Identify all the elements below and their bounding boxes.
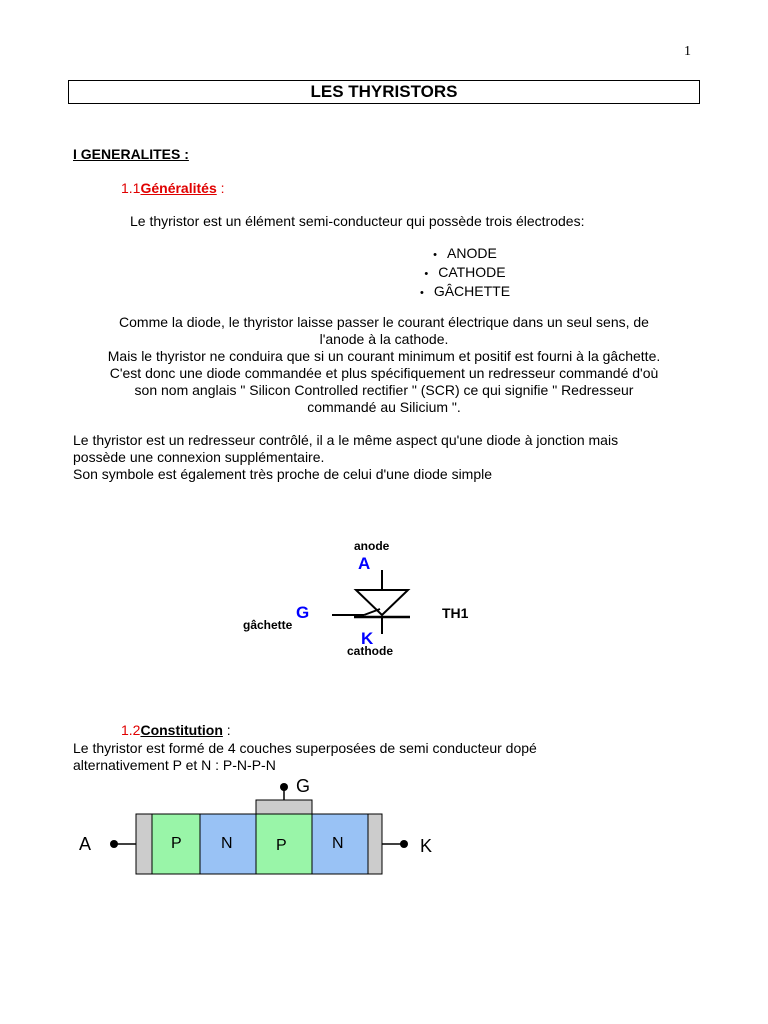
list-item: • GÂCHETTE (400, 283, 530, 302)
cathode-label: cathode (347, 644, 394, 658)
subheading-number: 1.1 (121, 180, 141, 196)
paragraph-line: Le thyristor est un redresseur contrôlé, il a le même aspect qu'une diode à jonction mais (73, 432, 619, 448)
thyristor-symbol-diagram (230, 530, 510, 665)
cathode-terminal-label: K (420, 836, 433, 856)
paragraph-line: possède une connexion supplémentaire. (73, 449, 325, 465)
section-heading-generalites: I GENERALITES : (73, 146, 189, 162)
gate-contact (256, 800, 312, 814)
page-number: 1 (684, 44, 691, 59)
anode-contact (136, 814, 152, 874)
paragraph-diode-comparison (68, 314, 700, 416)
subheading-name: Constitution (140, 722, 223, 738)
gate-label: gâchette (243, 618, 293, 632)
list-item: • ANODE (400, 245, 530, 264)
paragraph-line: alternativement P et N : P-N-P-N (73, 757, 276, 773)
layer-label: P (171, 835, 182, 852)
pnpn-layer-diagram (70, 772, 450, 882)
subheading-colon: : (222, 722, 231, 738)
paragraph-line: Son symbole est également très proche de celui d'une diode simple (73, 466, 493, 482)
paragraph-line: commandé au Silicium ". (307, 399, 461, 415)
gate-letter: G (296, 603, 310, 622)
subheading-colon: : (216, 180, 225, 196)
subheading-name: Généralités (140, 180, 217, 196)
list-item: • CATHODE (400, 264, 530, 283)
paragraph-line: son nom anglais " Silicon Controlled rectifier " (SCR) ce qui signifie " Redresseur (134, 382, 634, 398)
page-title: LES THYRISTORS (68, 80, 700, 104)
paragraph-line: Mais le thyristor ne conduira que si un courant minimum et positif est fourni à la gâchette. (107, 348, 661, 364)
subheading-1-2 (121, 722, 231, 738)
gate-terminal-label: G (296, 776, 311, 796)
paragraph-line: Comme la diode, le thyristor laisse passer le courant électrique dans un seul sens, de (119, 314, 649, 330)
layer-label: N (221, 835, 233, 852)
designator-label: TH1 (442, 605, 469, 621)
subheading-number: 1.2 (121, 722, 141, 738)
anode-terminal-dot (110, 840, 118, 848)
diode-triangle (356, 590, 408, 615)
anode-label: anode (354, 539, 390, 553)
intro-paragraph: Le thyristor est un élément semi-conducteur qui possède trois électrodes: (130, 213, 585, 229)
layer-label: P (276, 837, 287, 854)
electrode-list (400, 245, 530, 302)
paragraph-line: C'est donc une diode commandée et plus spécifiquement un redresseur commandé d'où (109, 365, 659, 381)
cathode-contact (368, 814, 382, 874)
paragraph-constitution (73, 740, 713, 774)
anode-letter: A (358, 554, 371, 573)
paragraph-line: l'anode à la cathode. (319, 331, 449, 347)
paragraph-line: Le thyristor est formé de 4 couches superposées de semi conducteur dopé (73, 740, 537, 756)
layer-label: N (332, 835, 344, 852)
gate-terminal-dot (280, 783, 288, 791)
subheading-1-1 (121, 180, 225, 196)
anode-terminal-label: A (79, 834, 92, 854)
cathode-terminal-dot (400, 840, 408, 848)
paragraph-controlled-rectifier (73, 432, 713, 483)
cathode-letter: K (361, 629, 374, 648)
